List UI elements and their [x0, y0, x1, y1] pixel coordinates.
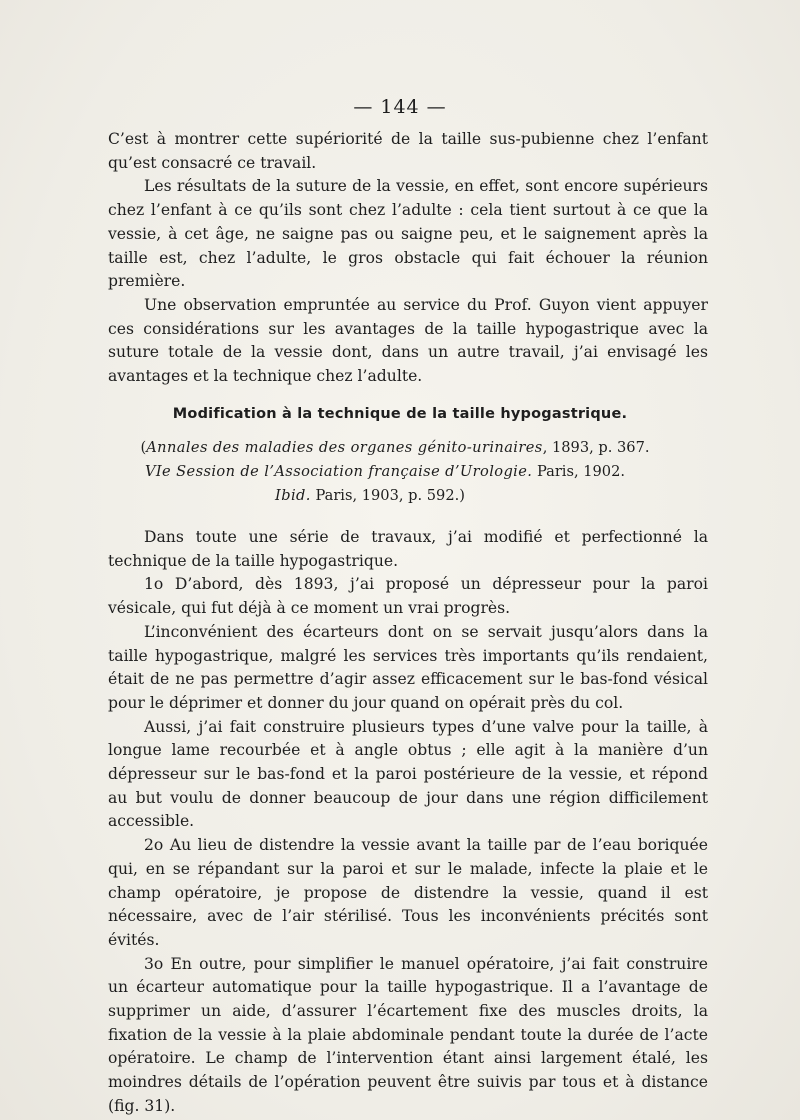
reference-ibid-details: Paris, 1903, p. 592.)	[310, 487, 465, 504]
section-heading: Modification à la technique de la taille hypogastrique.	[172, 406, 628, 422]
paragraph-intro-1: C’est à montrer cette supériorité de la taille sus-pubienne chez l’enfant qu’est consacré ce travail.	[108, 130, 708, 172]
paragraph-body-2: 1o D’abord, dès 1893, j’ai proposé un dépresseur pour la paroi vésicale, qui fut déjà à ce moment un vrai progrès.	[108, 575, 708, 618]
body-text-block	[108, 526, 708, 1119]
page-number: — 144 —	[353, 96, 447, 118]
reference-open-paren: (	[140, 439, 147, 456]
paragraph-intro-2: Les résultats de la suture de la vessie, en effet, sont encore supérieurs chez l’enfant à ce qu’ils sont chez l’adulte : cela tient surtout à ce que la vessie, à cet âge, ne saigne pas ou saigne peu, et le saignement après la taille est, chez l’adulte, le gros obstacle qui fait échouer la réunion première.	[108, 177, 708, 291]
paragraph-body-3: L’inconvénient des écarteurs dont on se servait jusqu’alors dans la taille hypogastrique, malgré les services très importants qu’ils rendaient, était de ne pas permettre d’agir assez efficacement sur le bas-fond vésical pour le déprimer et donner du jour quand on opérait près du col.	[108, 622, 708, 712]
paragraph-body-1: Dans toute une série de travaux, j’ai modifié et perfectionné la technique de la taille hypogastrique.	[108, 528, 708, 570]
reference-ibid: Ibid.	[275, 487, 311, 504]
reference-session-details: Paris, 1902.	[532, 463, 626, 480]
reference-journal-title: Annales des maladies des organes génito-urinaires	[146, 439, 543, 456]
paragraph-body-5: 2o Au lieu de distendre la vessie avant la taille par de l’eau boriquée qui, en se répandant sur la paroi et sur le malade, infecte la plaie et le champ opératoire, je propose de distendre la vessie, quand il est nécessaire, avec de l’air stérilisé. Tous les inconvénients précités sont évités.	[108, 836, 708, 949]
reference-session-title: VIe Session de l’Association française d’Urologie.	[144, 463, 533, 480]
paragraph-body-6: 3o En outre, pour simplifier le manuel opératoire, j’ai fait construire un écarteur automatique pour la taille hypogastrique. Il a l’avantage de supprimer un aide, d’assurer l’écartement fixe des muscles droits, la fixation de la vessie à la plaie abdominale pendant toute la durée de l’acte opératoire. Le champ de l’intervention étant ainsi largement étalé, les moindres détails de l’opération peuvent être suivis par tous et à distance (fig. 31).	[108, 954, 708, 1115]
references-block	[0, 436, 800, 508]
reference-journal-details: , 1893, p. 367.	[542, 439, 650, 456]
paragraph-body-4: Aussi, j’ai fait construire plusieurs types d’une valve pour la taille, à longue lame recourbée et à angle obtus ; elle agit à la manière d’un dépresseur sur le bas-fond et la paroi postérieure de la vessie, et répond au but voulu de donner beaucoup de jour dans une région difficilement accessible.	[108, 717, 708, 831]
reference-line-1	[0, 436, 800, 460]
paragraph-intro-3: Une observation empruntée au service du Prof. Guyon vient appuyer ces considérations sur les avantages de la taille hypogastrique avec la suture totale de la vessie dont, dans un autre travail, j’ai envisagé les avantages et la technique chez l’adulte.	[108, 295, 708, 386]
reference-line-3	[0, 484, 800, 508]
reference-line-2	[0, 460, 800, 484]
intro-text-block	[108, 128, 708, 389]
